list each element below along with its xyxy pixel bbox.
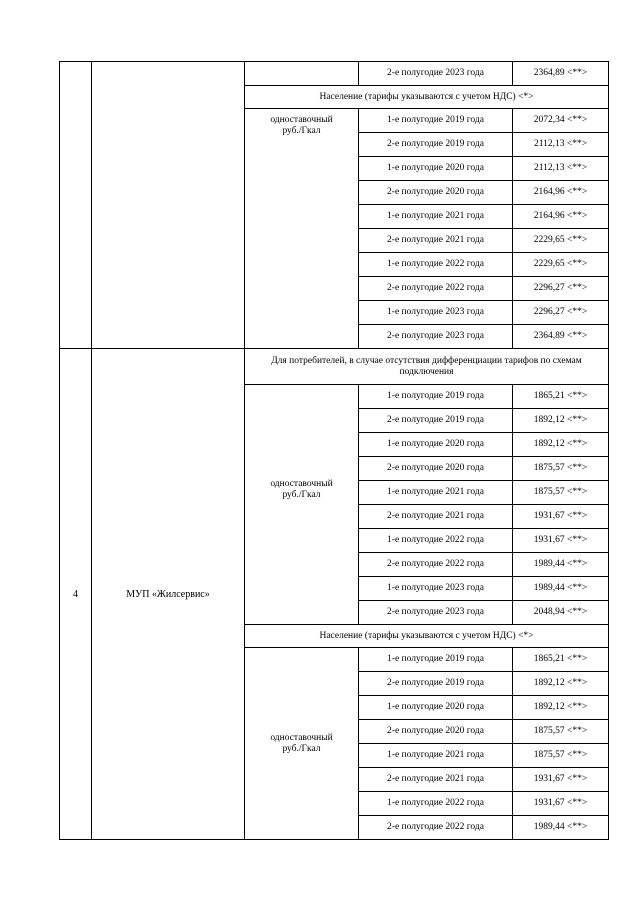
value-cell: 1892,12 <**> <box>513 672 609 696</box>
period-cell: 1-е полугодие 2022 года <box>359 792 513 816</box>
period-cell: 1-е полугодие 2023 года <box>359 577 513 601</box>
org-cell-continued <box>92 62 245 349</box>
section-header-row <box>60 349 609 385</box>
row-number: 4 <box>60 349 92 840</box>
population-header: Население (тарифы указываются с учетом НДС) <*> <box>245 625 609 648</box>
value-cell: 1892,12 <**> <box>513 696 609 720</box>
org-name: МУП «Жилсервис» <box>92 349 245 840</box>
period-cell: 1-е полугодие 2020 года <box>359 157 513 181</box>
rate-type-cell: одноставочный руб./Гкал <box>245 109 359 349</box>
value-cell: 1892,12 <**> <box>513 409 609 433</box>
period-cell: 1-е полугодие 2021 года <box>359 205 513 229</box>
tariff-table <box>59 61 609 840</box>
value-cell: 1865,21 <**> <box>513 385 609 409</box>
period-cell: 1-е полугодие 2022 года <box>359 253 513 277</box>
period-cell: 2-е полугодие 2023 года <box>359 325 513 349</box>
period-cell: 1-е полугодие 2019 года <box>359 648 513 672</box>
value-cell: 2112,13 <**> <box>513 133 609 157</box>
value-cell: 2229,65 <**> <box>513 229 609 253</box>
period-cell: 2-е полугодие 2022 года <box>359 553 513 577</box>
population-header: Население (тарифы указываются с учетом НДС) <*> <box>245 86 609 109</box>
value-cell: 2048,94 <**> <box>513 601 609 625</box>
period-cell: 1-е полугодие 2020 года <box>359 696 513 720</box>
rate-type-cell: одноставочный руб./Гкал <box>245 385 359 625</box>
value-cell: 1875,57 <**> <box>513 457 609 481</box>
period-cell: 2-е полугодие 2019 года <box>359 133 513 157</box>
value-cell: 2296,27 <**> <box>513 277 609 301</box>
value-cell: 1875,57 <**> <box>513 744 609 768</box>
period-cell: 1-е полугодие 2021 года <box>359 744 513 768</box>
period-cell: 2-е полугодие 2019 года <box>359 409 513 433</box>
period-cell: 1-е полугодие 2022 года <box>359 529 513 553</box>
value-cell: 2296,27 <**> <box>513 301 609 325</box>
value-cell: 1875,57 <**> <box>513 481 609 505</box>
period-cell: 2-е полугодие 2023 года <box>359 62 513 86</box>
value-cell: 2112,13 <**> <box>513 157 609 181</box>
value-cell: 2229,65 <**> <box>513 253 609 277</box>
period-cell: 2-е полугодие 2021 года <box>359 229 513 253</box>
value-cell: 2364,89 <**> <box>513 325 609 349</box>
table-row <box>60 62 609 86</box>
period-cell: 2-е полугодие 2019 года <box>359 672 513 696</box>
value-cell: 1875,57 <**> <box>513 720 609 744</box>
period-cell: 1-е полугодие 2021 года <box>359 481 513 505</box>
value-cell: 1931,67 <**> <box>513 792 609 816</box>
value-cell: 2164,96 <**> <box>513 205 609 229</box>
period-cell: 2-е полугодие 2021 года <box>359 505 513 529</box>
consumers-header: Для потребителей, в случае отсутствия дифференциации тарифов по схемам подключения <box>245 349 609 385</box>
value-cell: 1931,67 <**> <box>513 768 609 792</box>
value-cell: 1892,12 <**> <box>513 433 609 457</box>
period-cell: 2-е полугодие 2020 года <box>359 181 513 205</box>
period-cell: 1-е полугодие 2023 года <box>359 301 513 325</box>
value-cell: 1989,44 <**> <box>513 577 609 601</box>
period-cell: 2-е полугодие 2020 года <box>359 720 513 744</box>
period-cell: 2-е полугодие 2020 года <box>359 457 513 481</box>
value-cell: 1989,44 <**> <box>513 553 609 577</box>
value-cell: 1931,67 <**> <box>513 529 609 553</box>
rate-type-cell: одноставочный руб./Гкал <box>245 648 359 840</box>
value-cell: 1865,21 <**> <box>513 648 609 672</box>
period-cell: 2-е полугодие 2022 года <box>359 277 513 301</box>
number-cell-continued <box>60 62 92 349</box>
value-cell: 1931,67 <**> <box>513 505 609 529</box>
period-cell: 1-е полугодие 2020 года <box>359 433 513 457</box>
value-cell: 2364,89 <**> <box>513 62 609 86</box>
value-cell: 1989,44 <**> <box>513 816 609 840</box>
period-cell: 1-е полугодие 2019 года <box>359 109 513 133</box>
value-cell: 2164,96 <**> <box>513 181 609 205</box>
period-cell: 2-е полугодие 2023 года <box>359 601 513 625</box>
rate-type-cell-empty <box>245 62 359 86</box>
period-cell: 2-е полугодие 2022 года <box>359 816 513 840</box>
value-cell: 2072,34 <**> <box>513 109 609 133</box>
period-cell: 1-е полугодие 2019 года <box>359 385 513 409</box>
period-cell: 2-е полугодие 2021 года <box>359 768 513 792</box>
